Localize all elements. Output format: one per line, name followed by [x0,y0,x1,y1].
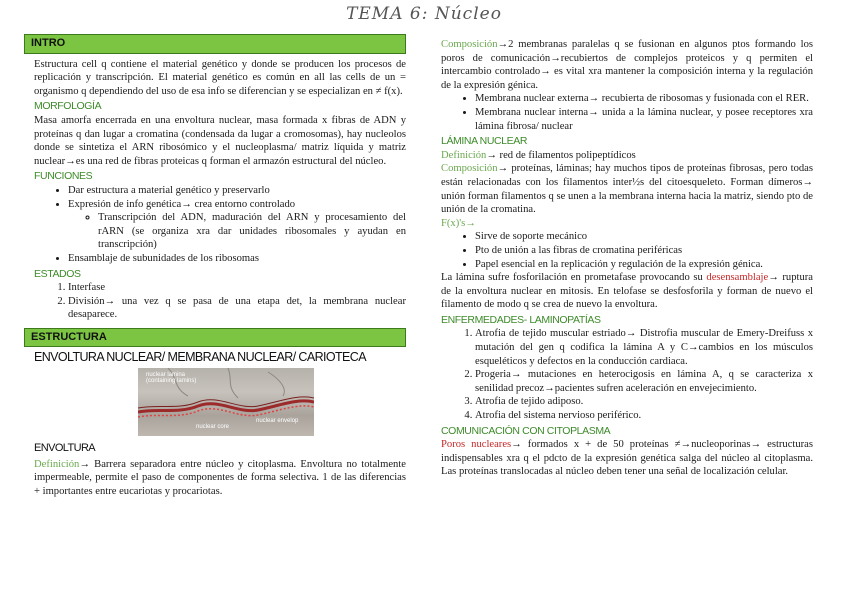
fx-list [441,230,813,271]
composicion-body: →2 membranas paralelas q se fusionan en algunos ptos formando los poros de comunicación→recubiertos de complejos proteicos y q permiten el intercambio controlado→ es vital xra mantener la composición interna y la regulación de la expresión génica. [441,39,813,91]
figure-label-lamina: nuclear lamina (containing lamins) [146,372,197,385]
list-item: • Ensamblaje de subunidades de los ribosomas [68,252,406,266]
composicion-label: Composición [441,39,498,50]
figure-label-envelope: nuclear envelop [256,418,299,425]
list-item: • Membrana nuclear interna→ unida a la lámina nuclear, y posee receptores xra lámina fibrosa/ nuclear [475,106,813,133]
list-item: • Pto de unión a las fibras de cromatina periféricas [475,244,813,258]
list-item: • Dar estructura a material genético y preservarlo [68,184,406,198]
funciones-sublist [68,211,406,252]
comunicacion-title: COMUNICACIÓN CON CITOPLASMA [441,424,611,437]
page-title: TEMA 6: Núcleo [346,4,502,24]
estados-title: ESTADOS [34,267,81,280]
enfermedades-list [441,327,813,422]
morfologia-title: MORFOLOGÍA [34,100,102,113]
funciones-list [34,184,406,266]
poros-body: → formados x + de 50 proteínas ≠→nucleoporinas→ estructuras indispensables xra q el pdcto de la expresión genética salga del núcleo al citoplasma. Las proteínas translocadas al núcleo deben tener una señal de localización celular. [441,439,814,478]
estructura-header: ESTRUCTURA [24,328,406,348]
nuclear-lamina-figure [138,368,314,436]
figure-label-core: nuclear core [196,424,230,431]
lamina-definition [441,149,813,163]
definicion-label: Definición [34,458,80,470]
list-item: 1. Interfase [68,281,406,295]
fx-label: F(x)'s→ [441,217,476,229]
fosforilacion-text [441,271,813,312]
list-item [68,198,406,252]
envoltura-definition: → Barrera separadora entre núcleo y citoplasma. Envoltura no totalmente impermeable, permite el paso de componentes de forma selectiva. 1 de las diferencias + importantes entre eucariotas y procariotas. [34,458,406,497]
enfermedades-title: ENFERMEDADES- LAMINOPATÍAS [441,313,601,326]
funciones-title: FUNCIONES [34,170,93,183]
definicion-label: Definición [441,149,487,161]
list-item-text: Expresión de info genética→ crea entorno controlado [68,198,296,210]
list-item: • Papel esencial en la replicación y regulación de la expresión génica. [475,258,813,272]
composicion-text [441,38,813,92]
list-item: 3. Atrofia de tejido adiposo. [475,395,813,409]
list-item: 4. Atrofia del sistema nervioso periférico. [475,409,813,423]
lamina-composicion-body: → proteínas, láminas; hay muchos tipos de proteínas fibrosas, pero todas están relacionadas con los filamentos inter½s del citoesqueleto. Forman dímeros→ unión forman filamentos q se unen a la membrana interna hacia la matriz, siendo pto de unión de la cromatina. [441,163,813,216]
list-item: • Sirve de soporte mecánico [475,230,813,244]
estados-list [34,281,406,322]
list-item: 2. División→ una vez q se pasa de una etapa det, la membrana nuclear desaparece. [68,295,406,322]
fosforilacion-a: La lámina sufre fosforilación en prometafase provocando su [441,272,703,284]
poros-label: Poros nucleares [441,439,512,451]
lamina-composicion [441,162,813,216]
list-item: ◦ Transcripción del ADN, maduración del ARN y procesamiento del rARN (se organiza xra dar unidades ribosomales y ayudan en transcripción) [98,211,406,252]
lamina-title: LÁMINA NUCLEAR [441,135,528,148]
list-item: 2. Progeria→ mutaciones en heterocigosis en lámina A, q se caracteriza x senilidad precoz→pacientes sufren aceleración en envejecimiento. [475,368,813,395]
list-item: • Membrana nuclear externa→ recubierta de ribosomas y fusionada con el RER. [475,92,813,106]
envoltura-title: ENVOLTURA [34,442,96,455]
left-column [31,34,406,498]
desensamblaje-highlight: desensamblaje [706,272,769,284]
membranas-list [441,92,813,133]
composicion-label: Composición [441,163,498,175]
fosforilacion-b: → ruptura de la envoltura nuclear en mitosis. En telofase se desfosforila y forman de nuevo el filamento de modo q se crea de nuevo la envoltura. [441,272,813,311]
morfologia-text: Masa amorfa encerrada en una envoltura nuclear, masa formada x fibras de ADN y proteínas q dan lugar a cromatina (condensada da lugar a cromosomas), hay nucleolos donde se sintetiza el ARN ribosómico y el nucleoplasma/ matriz líquida y matriz nuclear→es una red de fibras proteicas q forman el armazón estructural del núcleo. [34,114,406,167]
envoltura-heading: ENVOLTURA NUCLEAR/ MEMBRANA NUCLEAR/ CARIOTECA [34,350,366,365]
list-item: 1. Atrofia de tejido muscular estriado→ Distrofia muscular de Emery-Dreifuss x mutación del gen q codifica la lámina A y C→cambios en los músculos esqueléticos y defectos en la conducción cardiaca. [475,327,813,368]
intro-header: INTRO [24,34,406,54]
intro-text: Estructura cell q contiene el material genético y donde se producen los procesos de replicación y transcripción. El material genético es común en all las cells de un = organismo q dependiendo del uso de esa info se diferencian y se especializan en ≠ f(x). [34,58,406,97]
envoltura-text [34,458,406,499]
poros-text [441,438,813,479]
lamina-definition-body: → red de filamentos polipeptídicos [486,149,636,161]
right-column [441,38,813,479]
